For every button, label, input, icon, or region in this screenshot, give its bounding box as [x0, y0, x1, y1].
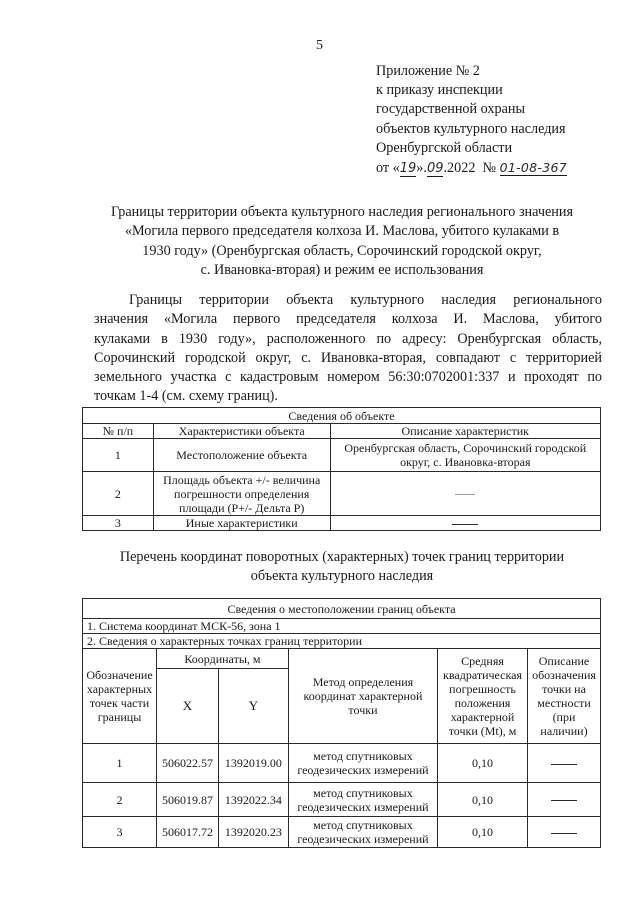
intro-line: точкам 1-4 (см. схему границ).	[94, 388, 278, 405]
info-row-description: Оренбургская область, Сорочинский городской округ, с. Ивановка-вторая	[330, 439, 600, 472]
heading-line: с. Ивановка-вторая) и режим ее использования	[200, 261, 484, 278]
header-method: Метод определения координат характерной точки	[288, 649, 437, 744]
heading-line: «Могила первого председателя колхоза И. Маслова, убитого кулаками в	[124, 223, 560, 240]
date-sep: ».	[416, 160, 427, 177]
intro-line-text: Границы территории объекта культурного наследия регионального	[129, 292, 602, 308]
coord-section: 2. Сведения о характерных точках границ территории	[83, 634, 601, 649]
intro-line: кулаками в 1930 году», расположенного по адресу: Оренбургская область,	[94, 330, 602, 347]
info-row-num: 1	[83, 439, 154, 472]
empty-dash	[551, 800, 577, 801]
intro-line: Сорочинский городской округ, с. Ивановка-вторая, совпадают с территорией	[94, 349, 602, 366]
coord-system: 1. Система координат МСК-56, зона 1	[83, 619, 601, 634]
coord-description	[527, 744, 600, 783]
appendix-line: Приложение № 2	[376, 63, 480, 79]
appendix-line: Оренбургской области	[376, 139, 513, 156]
intro-line: значения «Могила первого председателя колхоза И. Маслова, убитого	[94, 311, 602, 328]
coord-y: 1392019.00	[218, 744, 288, 783]
empty-dash	[452, 524, 478, 525]
coord-point: 1	[83, 744, 157, 783]
boundary-coordinates-table	[82, 598, 601, 848]
info-row-num: 2	[83, 472, 154, 516]
info-table-title: Сведения об объекте	[83, 408, 601, 424]
heading-line: 1930 году» (Оренбургская область, Сорочинский городской округ,	[142, 242, 542, 259]
date-prefix: от «	[376, 160, 400, 177]
info-row-characteristic: Иные характеристики	[153, 516, 330, 531]
coord-y: 1392022.34	[218, 783, 288, 817]
header-x: X	[156, 669, 218, 744]
coord-x: 506022.57	[156, 744, 218, 783]
coord-method: метод спутниковых геодезических измерений	[288, 817, 437, 848]
list-heading-line: Перечень координат поворотных (характерных) точек границ территории	[119, 549, 565, 565]
coord-description	[527, 783, 600, 817]
coord-x: 506019.87	[156, 783, 218, 817]
coord-point: 3	[83, 817, 157, 848]
coord-point: 2	[83, 783, 157, 817]
header-y: Y	[218, 669, 288, 744]
header-error: Средняя квадратическая погрешность положения характерной точки (Mt), м	[438, 649, 528, 744]
info-row-num: 3	[83, 516, 154, 531]
coord-mt: 0,10	[438, 817, 528, 848]
info-header-characteristic: Характеристики объекта	[153, 424, 330, 439]
object-info-table	[82, 407, 601, 531]
coord-y: 1392020.23	[218, 817, 288, 848]
coord-description	[527, 817, 600, 848]
coord-mt: 0,10	[438, 744, 528, 783]
coord-method: метод спутниковых геодезических измерений	[288, 744, 437, 783]
document-heading	[82, 203, 602, 280]
appendix-line: к приказу инспекции	[376, 82, 503, 99]
date-day: 19	[399, 161, 417, 177]
number-prefix: №	[482, 160, 497, 177]
info-header-description: Описание характеристик	[330, 424, 600, 439]
coord-mt: 0,10	[438, 783, 528, 817]
order-number: 01-08-367	[499, 160, 567, 176]
coordinates-list-heading	[82, 548, 602, 587]
info-row-characteristic: Местоположение объекта	[153, 439, 330, 472]
appendix-block	[376, 62, 626, 178]
header-description: Описание обозначения точки на местности (при наличии)	[527, 649, 600, 744]
appendix-line: государственной охраны	[376, 101, 526, 118]
empty-dash	[455, 494, 475, 495]
coord-table-title: Сведения о местоположении границ объекта	[83, 599, 601, 619]
info-row-description	[330, 472, 600, 516]
info-row-description	[330, 516, 600, 531]
intro-paragraph	[94, 291, 602, 407]
info-header-num: № п/п	[83, 424, 154, 439]
empty-dash	[551, 833, 577, 834]
info-row-characteristic: Площадь объекта +/- величина погрешности определения площади (Р+/- Дельта Р)	[153, 472, 330, 516]
order-date-line	[376, 158, 626, 178]
date-year: .2022	[443, 160, 476, 177]
appendix-line: объектов культурного наследия	[376, 120, 566, 137]
page-number: 5	[316, 38, 323, 53]
list-heading-line: объекта культурного наследия	[250, 568, 434, 585]
header-coordinates: Координаты, м	[156, 649, 288, 669]
heading-line: Границы территории объекта культурного наследия регионального значения	[110, 204, 574, 220]
header-designation: Обозначение характерных точек части границы	[83, 649, 157, 744]
coord-x: 506017.72	[156, 817, 218, 848]
date-month: 09	[426, 161, 444, 177]
coord-method: метод спутниковых геодезических измерений	[288, 783, 437, 817]
intro-line	[94, 291, 602, 310]
empty-dash	[551, 764, 577, 765]
intro-line: земельного участка с кадастровым номером 56:30:0702001:337 и проходят по	[94, 369, 602, 386]
